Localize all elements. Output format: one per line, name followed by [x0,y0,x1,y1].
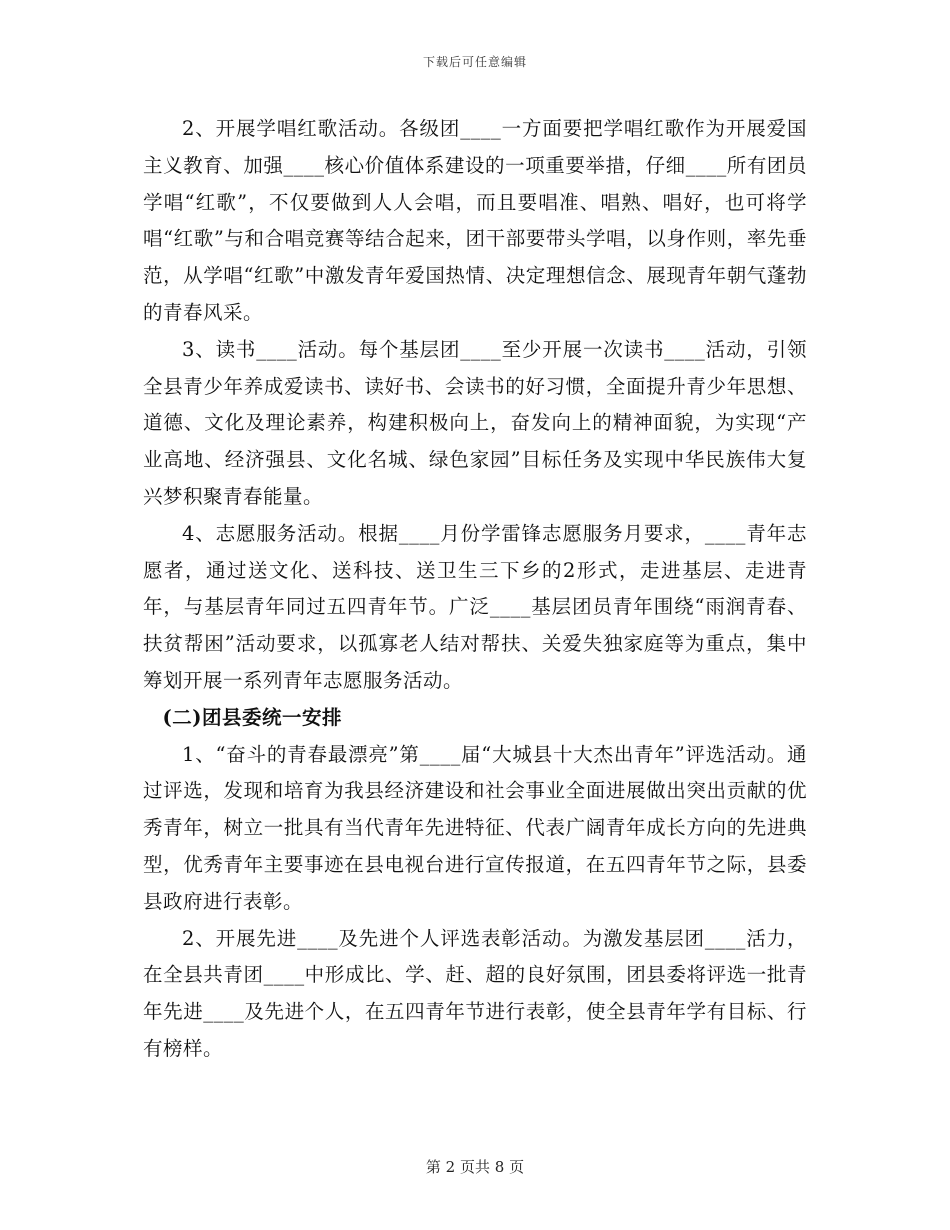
page-header: 下载后可任意编辑 [422,55,527,69]
paragraph-advanced-awards: 2、开展先进____及先进个人评选表彰活动。为激发基层团____活力，在全县共青团____中形成比、学、赶、超的良好氛围，团县委将评选一批青年先进____及先进个人，在五四青年节进行表彰，使全县青年学有目标、行有榜样。 [143,926,807,1060]
paragraph-volunteer: 4、志愿服务活动。根据____月份学雷锋志愿服务月要求，____青年志愿者，通过送文化、送科技、送卫生三下乡的2形式，走进基层、走进青年，与基层青年同过五四青年节。广泛____基层团员青年围绕“雨润青春、扶贫帮困”活动要求，以孤寡老人结对帮扶、关爱失独家庭等为重点，集中筹划开展一系列青年志愿服务活动。 [143,521,807,692]
paragraph-outstanding-youth: 1、“奋斗的青春最漂亮”第____届“大城县十大杰出青年”评选活动。通过评选，发现和培育为我县经济建设和社会事业全面进展做出突出贡献的优秀青年，树立一批具有当代青年先进特征、代表广阔青年成长方向的先进典型，优秀青年主要事迹在县电视台进行宣传报道，在五四青年节之际，县委县政府进行表彰。 [143,742,807,913]
paragraph-red-songs: 2、开展学唱红歌活动。各级团____一方面要把学唱红歌作为开展爱国主义教育、加强____核心价值体系建设的一项重要举措，仔细____所有团员学唱“红歌”，不仅要做到人人会唱，而且要唱准、唱熟、唱好，也可将学唱“红歌”与和合唱竞赛等结合起来，团干部要带头学唱，以身作则，率先垂范，从学唱“红歌”中激发青年爱国热情、决定理想信念、展现青年朝气蓬勃的青春风采。 [143,117,807,324]
section-heading: (二)团县委统一安排 [162,705,342,729]
document-body [143,111,807,1068]
paragraph-reading: 3、读书____活动。每个基层团____至少开展一次读书____活动，引领全县青少年养成爱读书、读好书、会读书的好习惯，全面提升青少年思想、道德、文化及理论素养，构建积极向上，奋发向上的精神面貌，为实现“产业高地、经济强县、文化名城、绿色家园”目标任务及实现中华民族伟大复兴梦积聚青春能量。 [143,337,807,508]
page-footer: 第 2 页共 8 页 [425,1158,525,1176]
